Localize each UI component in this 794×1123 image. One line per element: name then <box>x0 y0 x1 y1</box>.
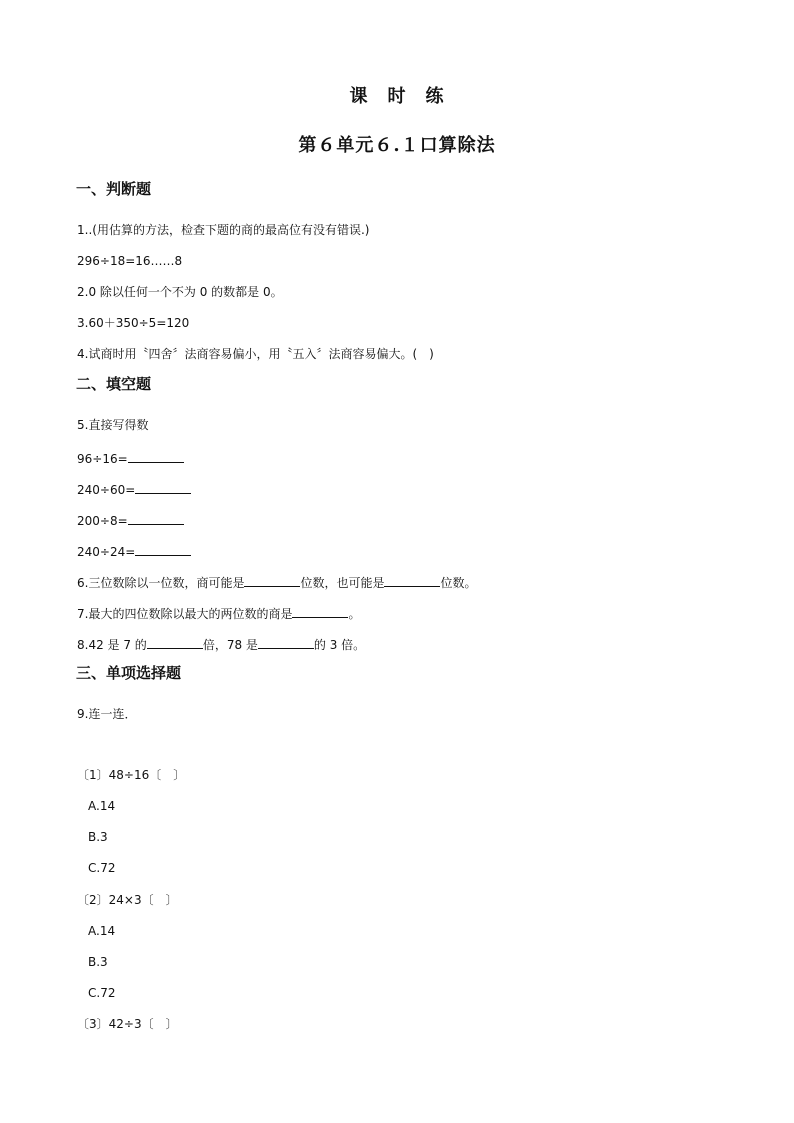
section-heading-judgment: 一、判断题 <box>76 180 152 198</box>
answer-blank[interactable] <box>128 450 184 463</box>
question-1-text: 1..(用估算的方法，检查下题的商的最高位有没有错误.) <box>77 223 370 237</box>
answer-blank[interactable] <box>135 481 191 494</box>
answer-blank[interactable] <box>384 574 440 587</box>
question-8 <box>77 636 365 651</box>
choice-option-b[interactable]: B.3 <box>88 830 108 844</box>
question-4-text: 4.试商时用〝四舍〞法商容易偏小，用〝五入〞法商容易偏大。( ) <box>77 347 434 361</box>
question-1-expression: 296÷18=16……8 <box>77 254 183 268</box>
answer-blank[interactable] <box>147 636 203 649</box>
question-6-part-3: 位数。 <box>440 576 477 590</box>
question-8-part-2: 倍，78 是 <box>202 638 258 652</box>
choice-option-b[interactable]: B.3 <box>88 955 108 969</box>
choice-option-c[interactable]: C.72 <box>88 986 116 1000</box>
section-heading-single-choice: 三、单项选择题 <box>76 664 182 682</box>
question-5-item-3 <box>77 512 184 527</box>
answer-blank[interactable] <box>135 543 191 556</box>
question-9-sub-3-label: 〔3〕42÷3〔 〕 <box>77 1017 178 1031</box>
question-6-part-2: 位数，也可能是 <box>300 576 385 590</box>
question-3-text: 3.60＋350÷5=120 <box>77 316 190 330</box>
answer-blank[interactable] <box>128 512 184 525</box>
question-9-text: 9.连一连． <box>77 707 137 721</box>
question-5-item-4 <box>77 543 191 558</box>
question-7 <box>77 605 360 620</box>
question-5-item-2 <box>77 481 191 496</box>
choice-option-a[interactable]: A.14 <box>88 924 116 938</box>
question-5-text: 5.直接写得数 <box>77 418 149 432</box>
question-2-text: 2.0 除以任何一个不为 0 的数都是 0。 <box>77 285 283 299</box>
answer-blank[interactable] <box>244 574 300 587</box>
choice-option-a[interactable]: A.14 <box>88 799 116 813</box>
question-6-part-1: 6.三位数除以一位数，商可能是 <box>77 576 245 590</box>
question-6 <box>77 574 476 589</box>
unit-subtitle: 第６单元６.１口算除法 <box>298 135 496 156</box>
answer-blank[interactable] <box>258 636 314 649</box>
answer-blank[interactable] <box>292 605 348 618</box>
question-5-item-4-expr: 240÷24= <box>77 545 136 559</box>
question-5-item-3-expr: 200÷8= <box>77 514 128 528</box>
question-5-item-1 <box>77 450 184 465</box>
question-7-part-1: 7.最大的四位数除以最大的两位数的商是 <box>77 607 293 621</box>
question-7-part-2: 。 <box>348 607 361 621</box>
question-9-sub-1-label: 〔1〕48÷16〔 〕 <box>77 768 186 782</box>
question-8-part-1: 8.42 是 7 的 <box>77 638 147 652</box>
question-9-sub-2-label: 〔2〕24×3〔 〕 <box>77 893 178 907</box>
question-5-item-1-expr: 96÷16= <box>77 452 128 466</box>
page-title: 课 时 练 <box>349 86 445 107</box>
question-8-part-3: 的 3 倍。 <box>313 638 366 652</box>
section-heading-fill-blank: 二、填空题 <box>76 375 152 393</box>
question-5-item-2-expr: 240÷60= <box>77 483 136 497</box>
choice-option-c[interactable]: C.72 <box>88 861 116 875</box>
